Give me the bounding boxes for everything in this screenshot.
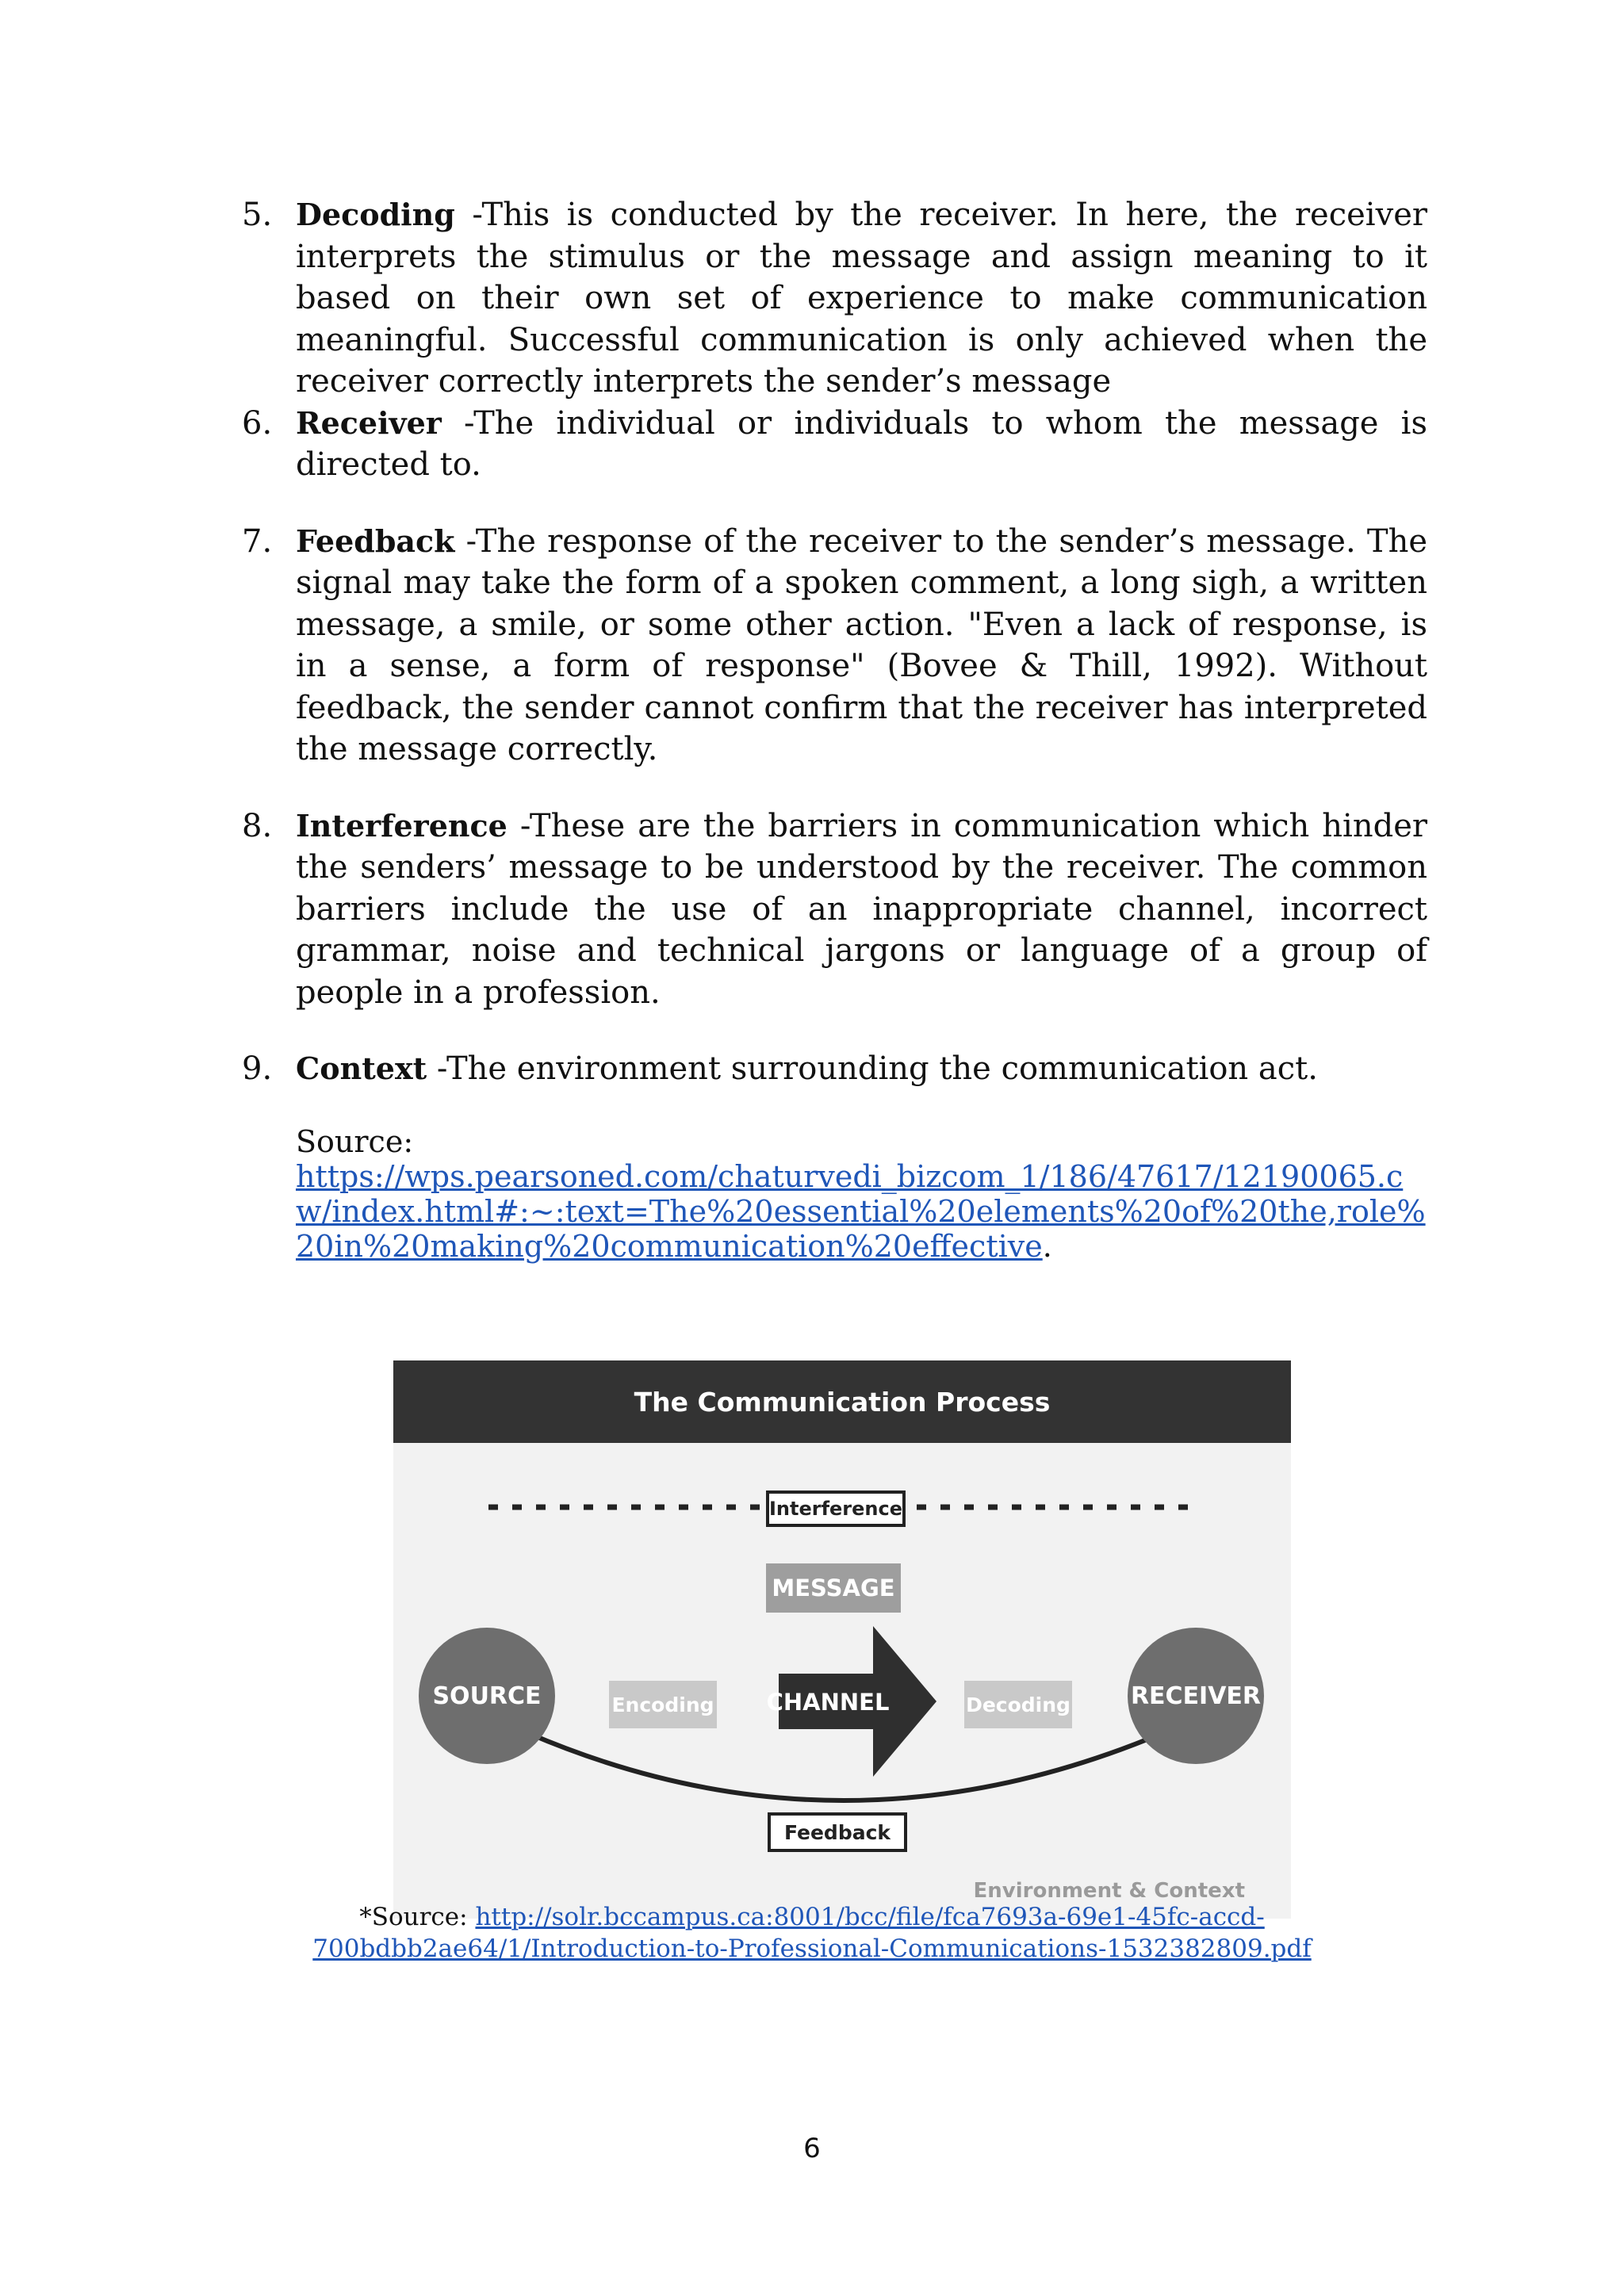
source-label: Source: — [296, 1124, 414, 1159]
item-term: Context — [296, 1050, 427, 1086]
environment-context-label: Environment & Context — [973, 1879, 1245, 1903]
item-term: Feedback — [296, 522, 455, 559]
item-text: -The individual or individuals to whom the message is directed to. — [296, 404, 1427, 483]
item-body — [296, 403, 1427, 486]
caption-link[interactable]: http://solr.bccampus.ca:8001/bcc/file/fca7693a-69e1-45fc-accd-700bdbb2ae64/1/Introduction-to-Professional-Communications-1532382809.pdf — [312, 1903, 1312, 1963]
item-number: 9. — [242, 1050, 273, 1087]
decoding-box: Decoding — [964, 1681, 1072, 1728]
spacer — [242, 1013, 1427, 1048]
item-number: 5. — [242, 197, 273, 233]
channel-label: CHANNEL — [766, 1689, 890, 1716]
source-trailing: . — [1042, 1229, 1052, 1264]
item-text: -The environment surrounding the communication act. — [427, 1050, 1318, 1087]
source-link[interactable]: https://wps.pearsoned.com/chaturvedi_bizcom_1/186/47617/12190065.cw/index.html#:~:text=The%20essential%20elements%20of%20the,role%20in%20making%20communication%20effective — [296, 1159, 1426, 1264]
message-box: MESSAGE — [766, 1563, 901, 1613]
caption-prefix: *Source: — [359, 1903, 476, 1931]
encoding-box: Encoding — [609, 1681, 717, 1728]
list-item-feedback — [242, 521, 1427, 771]
list-item-receiver — [242, 403, 1427, 486]
item-number: 6. — [242, 404, 273, 442]
item-body — [296, 521, 1427, 771]
figure-caption — [270, 1901, 1354, 1965]
item-body — [296, 1048, 1427, 1090]
receiver-label: RECEIVER — [1130, 1682, 1262, 1710]
item-term: Receiver — [296, 404, 442, 441]
interference-box: Interference — [766, 1490, 906, 1527]
list-item-interference — [242, 806, 1427, 1014]
source-label: SOURCE — [432, 1682, 542, 1710]
item-body — [296, 806, 1427, 1014]
list-item-context — [242, 1048, 1427, 1090]
source-block — [296, 1124, 1438, 1264]
page-number: 6 — [803, 2133, 821, 2164]
item-number: 8. — [242, 807, 273, 844]
item-term: Decoding — [296, 197, 455, 232]
figure-title: The Communication Process — [393, 1360, 1291, 1443]
spacer — [242, 486, 1427, 521]
item-text: -The response of the receiver to the sender’s message. The signal may take the form of a spoken comment, a long sigh, a written message, a smile, or some other action. "Even a lack of response, is in a sense, a form of response" (Bovee & Thill, 1992). Without feedback, the sender cannot confirm that the receiver has interpreted the message correctly. — [296, 522, 1427, 767]
source-link-line — [296, 1159, 1438, 1264]
item-body — [296, 194, 1427, 403]
item-text: -This is conducted by the receiver. In here, the receiver interprets the stimulus or the message and assign meaning to it based on their own set of experience to make communication meaningful. Successful communication is only achieved when the receiver correctly interprets the sender’s message — [296, 197, 1427, 400]
item-text: -These are the barriers in communication which hinder the senders’ message to be understood by the receiver. The common barriers include the use of an inappropriate channel, incorrect grammar, noise and technical jargons or language of a group of people in a profession. — [296, 807, 1427, 1011]
item-term: Interference — [296, 807, 508, 844]
feedback-arc — [528, 1733, 1162, 1800]
communication-process-figure — [393, 1360, 1291, 1919]
spacer — [242, 771, 1427, 806]
definition-list — [242, 194, 1427, 1090]
list-item-decoding — [242, 194, 1427, 403]
feedback-box: Feedback — [768, 1812, 907, 1852]
item-number: 7. — [242, 522, 273, 560]
